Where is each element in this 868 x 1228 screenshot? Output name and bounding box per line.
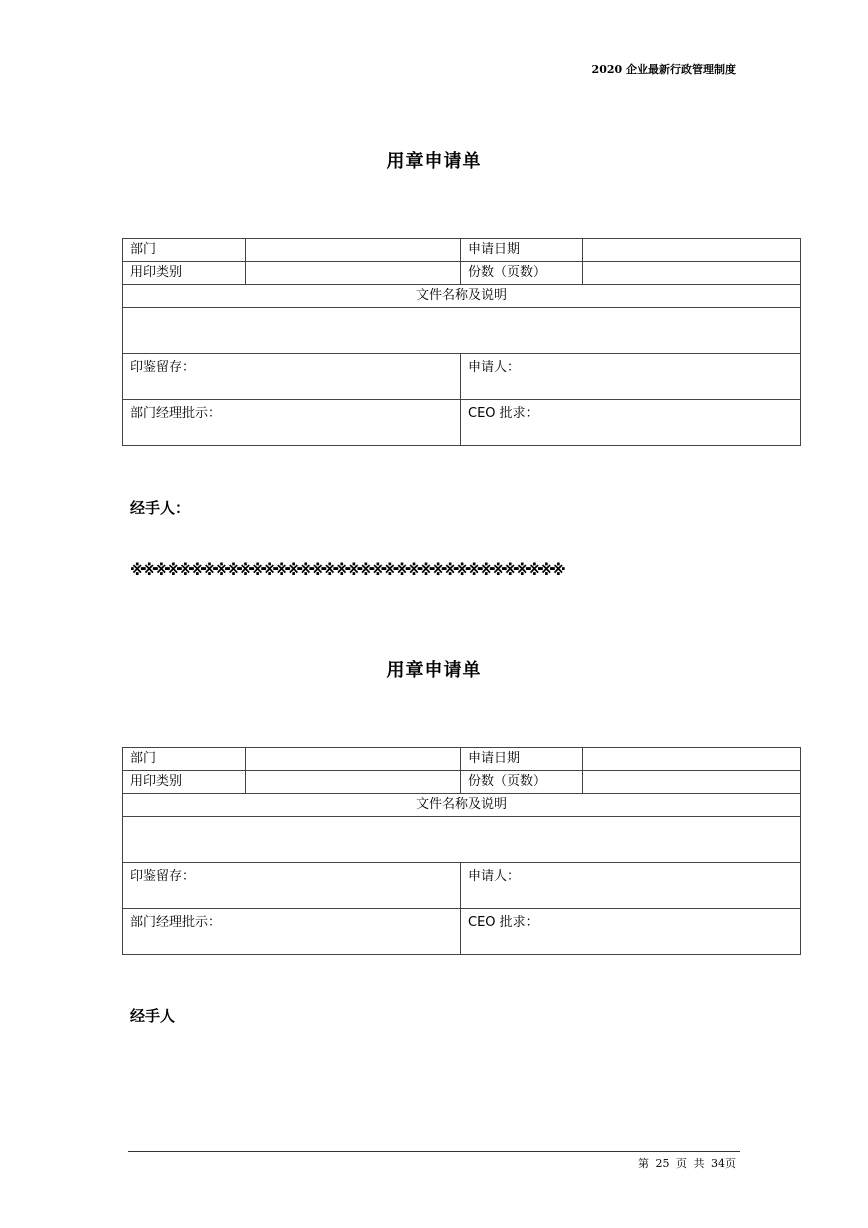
- manager-approval-label: 部门经理批示：: [130, 406, 222, 421]
- manager-approval-cell[interactable]: [123, 400, 461, 446]
- copies-field[interactable]: [583, 771, 801, 794]
- handler-label-1: 经手人：: [130, 499, 191, 517]
- seal-type-field[interactable]: [246, 771, 461, 794]
- copies-label: 份数（页数）: [461, 771, 583, 794]
- document-header: 2020 企业最新行政管理制度: [591, 63, 736, 76]
- seal-keep-label: 印鉴留存：: [130, 869, 196, 884]
- handler-label-2: 经手人: [130, 1007, 176, 1025]
- applicant-cell[interactable]: [461, 863, 801, 909]
- dept-label: 部门: [123, 748, 246, 771]
- applicant-label: 申请人：: [468, 360, 521, 375]
- manager-approval-label: 部门经理批示：: [130, 915, 222, 930]
- apply-date-field[interactable]: [583, 239, 801, 262]
- applicant-cell[interactable]: [461, 354, 801, 400]
- seal-type-label: 用印类别: [123, 262, 246, 285]
- apply-date-label: 申请日期: [461, 239, 583, 262]
- seal-type-field[interactable]: [246, 262, 461, 285]
- file-desc-field[interactable]: [123, 817, 801, 863]
- apply-date-label: 申请日期: [461, 748, 583, 771]
- seal-keep-cell[interactable]: [123, 354, 461, 400]
- page-number: 第 25 页 共 34页: [638, 1157, 736, 1170]
- ceo-approval-cell[interactable]: [461, 909, 801, 955]
- ceo-approval-cell[interactable]: [461, 400, 801, 446]
- apply-date-field[interactable]: [583, 748, 801, 771]
- dept-field[interactable]: [246, 748, 461, 771]
- form-title-1: 用章申请单: [386, 151, 482, 172]
- ceo-approval-label: CEO 批求：: [468, 406, 539, 421]
- file-desc-label: 文件名称及说明: [123, 285, 801, 308]
- seal-application-form-2: [122, 747, 801, 955]
- dept-field[interactable]: [246, 239, 461, 262]
- file-desc-label: 文件名称及说明: [123, 794, 801, 817]
- dept-label: 部门: [123, 239, 246, 262]
- manager-approval-cell[interactable]: [123, 909, 461, 955]
- file-desc-field[interactable]: [123, 308, 801, 354]
- applicant-label: 申请人：: [468, 869, 521, 884]
- footer-divider: [128, 1151, 740, 1152]
- copies-label: 份数（页数）: [461, 262, 583, 285]
- ceo-approval-label: CEO 批求：: [468, 915, 539, 930]
- copies-field[interactable]: [583, 262, 801, 285]
- form-title-2: 用章申请单: [386, 660, 482, 681]
- section-divider: ※※※※※※※※※※※※※※※※※※※※※※※※※※※※※※※※※※※※: [130, 561, 564, 579]
- seal-keep-label: 印鉴留存：: [130, 360, 196, 375]
- seal-keep-cell[interactable]: [123, 863, 461, 909]
- seal-application-form-1: [122, 238, 801, 446]
- seal-type-label: 用印类别: [123, 771, 246, 794]
